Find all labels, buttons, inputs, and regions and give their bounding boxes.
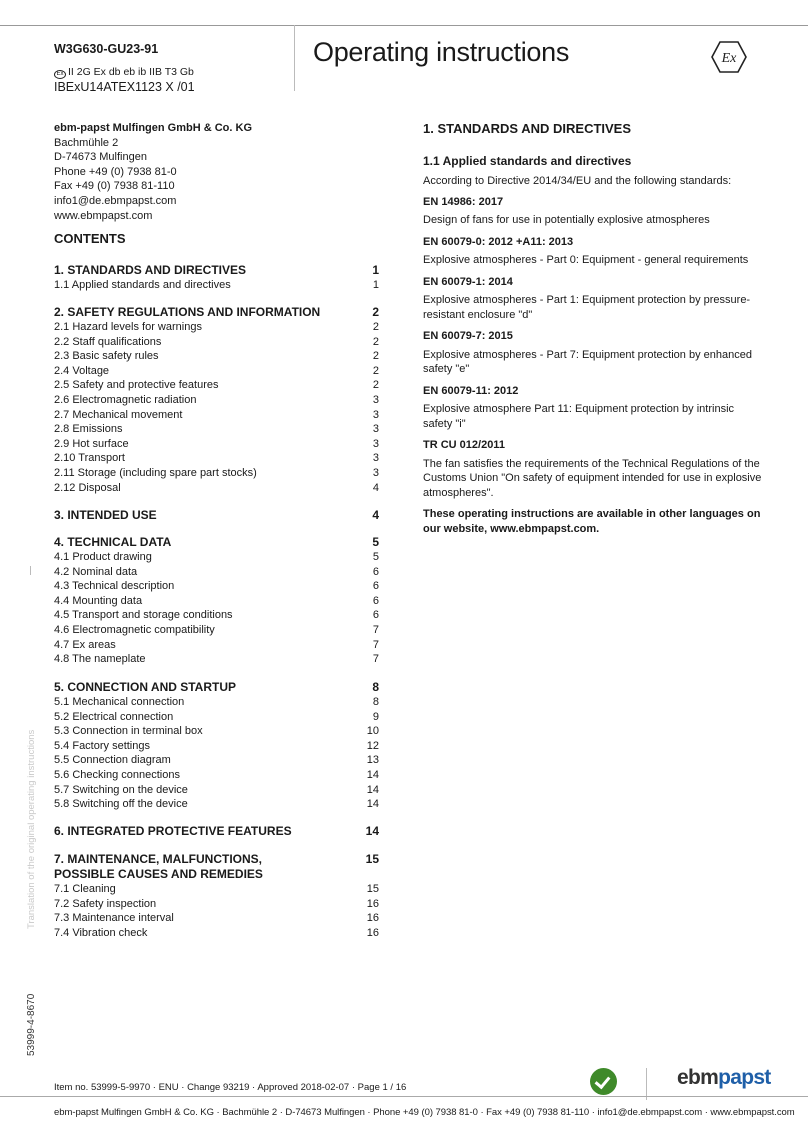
standard-desc: Design of fans for use in potentially explosive atmospheres (423, 214, 710, 226)
toc-item[interactable]: 7.1 Cleaning 15 (54, 883, 379, 895)
ex-logo-text: Ex (721, 51, 737, 66)
ex-hexagon-icon (711, 41, 747, 73)
toc-section[interactable]: 2. SAFETY REGULATIONS AND INFORMATION 2 (54, 305, 379, 319)
toc-group-1 (54, 263, 379, 293)
toc-group-6 (54, 824, 379, 839)
company-city: D-74673 Mulfingen (54, 151, 147, 164)
company-web[interactable]: www.ebmpapst.com (54, 209, 153, 222)
toc-item[interactable]: 2.7 Mechanical movement 3 (54, 408, 379, 421)
toc-item[interactable]: 5.7 Switching on the device 14 (54, 783, 379, 796)
toc-item[interactable]: 5.8 Switching off the device 14 (54, 798, 379, 811)
toc-group-7 (54, 852, 379, 940)
standards-subheading: 1.1 Applied standards and directives (423, 154, 632, 168)
toc-group-5 (54, 680, 379, 812)
toc-group-2 (54, 305, 379, 495)
company-phone: Phone +49 (0) 7938 81-0 (54, 165, 177, 178)
ex-mini-icon: Ex (54, 70, 66, 79)
toc-item[interactable]: 2.3 Basic safety rules 2 (54, 350, 379, 363)
toc-item[interactable]: 7.2 Safety inspection 16 (54, 897, 379, 910)
toc-item[interactable]: 7.3 Maintenance interval 16 (54, 912, 379, 925)
toc-section[interactable]: 5. CONNECTION AND STARTUP 8 (54, 680, 379, 694)
standard-code: EN 60079-11: 2012 (423, 384, 519, 397)
toc-item[interactable]: 2.12 Disposal 4 (54, 481, 379, 494)
toc-item[interactable]: 4.2 Nominal data 6 (54, 565, 379, 578)
ebmpapst-logo: ebmpapst (677, 1066, 771, 1089)
toc-item[interactable]: 1.1 Applied standards and directives 1 (54, 279, 379, 291)
company-name: ebm-papst Mulfingen GmbH & Co. KG (54, 122, 252, 134)
toc-section[interactable]: 4. TECHNICAL DATA 5 (54, 535, 379, 549)
header-divider (294, 25, 295, 91)
company-fax: Fax +49 (0) 7938 81-110 (54, 180, 175, 193)
standards-heading: 1. STANDARDS AND DIRECTIVES (423, 121, 632, 136)
company-street: Bachmühle 2 (54, 136, 119, 149)
certificate-number: IBExU14ATEX1123 X /01 (54, 80, 195, 94)
toc-section[interactable]: 3. INTENDED USE 4 (54, 508, 379, 522)
toc-section[interactable]: 1. STANDARDS AND DIRECTIVES 1 (54, 263, 379, 277)
toc-item[interactable]: 2.4 Voltage 2 (54, 364, 379, 377)
toc-item[interactable]: 2.2 Staff qualifications 2 (54, 335, 379, 348)
model-number: W3G630-GU23-91 (54, 42, 159, 56)
toc-item[interactable]: 4.6 Electromagnetic compatibility 7 (54, 623, 379, 636)
standard-desc: Explosive atmospheres - Part 1: Equipment protection by pressure-resistant enclosure "d" (423, 294, 751, 321)
toc-item[interactable]: 5.4 Factory settings 12 (54, 739, 379, 752)
toc-item[interactable]: 2.5 Safety and protective features 2 (54, 379, 379, 392)
standard-code: EN 60079-0: 2012 +A11: 2013 (423, 235, 574, 248)
footer-address: ebm-papst Mulfingen GmbH & Co. KG · Bachmühle 2 · D-74673 Mulfingen · Phone +49 (0) 7938 81-0 · Fax +49 (0) 7938 81-110 · info1@de.ebmpapst.com · www.ebmpapst.com (54, 1107, 795, 1118)
toc-item[interactable]: 4.3 Technical description 6 (54, 580, 379, 593)
standard-desc: Explosive atmospheres - Part 7: Equipment protection by enhanced safety "e" (423, 348, 752, 375)
header-rule (0, 25, 808, 26)
toc-item[interactable]: 4.7 Ex areas 7 (54, 638, 379, 651)
standard-desc: The fan satisfies the requirements of the Technical Regulations of the Customs Union "On safety of equipment intended for use in explosive atmospheres". (423, 457, 762, 499)
standard-desc: Explosive atmosphere Part 11: Equipment protection by intrinsic safety "i" (423, 403, 735, 430)
toc-group-3 (54, 508, 379, 523)
standard-desc: Explosive atmospheres - Part 0: Equipment - general requirements (423, 254, 749, 266)
toc-item[interactable]: 2.10 Transport 3 (54, 452, 379, 465)
toc-item[interactable]: 2.6 Electromagnetic radiation 3 (54, 393, 379, 406)
standard-code: TR CU 012/2011 (423, 439, 505, 451)
toc-item[interactable]: 5.2 Electrical connection 9 (54, 710, 379, 723)
toc-item[interactable]: 5.5 Connection diagram 13 (54, 754, 379, 767)
document-code: 53999-4-8670 (26, 993, 37, 1056)
standards-column (423, 121, 763, 537)
standard-code: EN 14986: 2017 (423, 195, 504, 208)
footer-rule (0, 1096, 808, 1097)
toc-section[interactable]: 7. MAINTENANCE, MALFUNCTIONS, POSSIBLE CAUSES AND REMEDIES 15 (54, 852, 379, 881)
toc-item[interactable]: 4.5 Transport and storage conditions 6 (54, 609, 379, 622)
margin-mark (30, 566, 31, 575)
toc-item[interactable]: 4.8 The nameplate 7 (54, 653, 379, 666)
item-number-line: Item no. 53999-5-9970 · ENU · Change 93219 · Approved 2018-02-07 · Page 1 / 16 (54, 1082, 407, 1093)
toc-item[interactable]: 5.3 Connection in terminal box 10 (54, 725, 379, 738)
toc-item[interactable]: 2.8 Emissions 3 (54, 423, 379, 436)
toc-item[interactable]: 5.6 Checking connections 14 (54, 768, 379, 781)
toc-item[interactable]: 4.1 Product drawing 5 (54, 551, 379, 563)
toc-item[interactable]: 5.1 Mechanical connection 8 (54, 696, 379, 708)
language-note: These operating instructions are available in other languages on our website, www.ebmpapst.com. (423, 508, 761, 535)
company-email[interactable]: info1@de.ebmpapst.com (54, 194, 177, 207)
toc-item[interactable]: 2.1 Hazard levels for warnings 2 (54, 321, 379, 333)
company-block (54, 121, 252, 223)
standard-code: EN 60079-7: 2015 (423, 330, 513, 342)
contents-title: CONTENTS (54, 231, 126, 246)
ex-marking (54, 66, 194, 79)
toc-item[interactable]: 2.9 Hot surface 3 (54, 437, 379, 450)
toc-section[interactable]: 6. INTEGRATED PROTECTIVE FEATURES 14 (54, 824, 379, 838)
toc-item[interactable]: 7.4 Vibration check 16 (54, 926, 379, 939)
toc-item[interactable]: 2.11 Storage (including spare part stocks) 3 (54, 466, 379, 479)
toc-group-4 (54, 535, 379, 667)
standard-code: EN 60079-1: 2014 (423, 275, 513, 288)
ex-marking-text: II 2G Ex db eb ib IIB T3 Gb (68, 66, 194, 78)
page-title: Operating instructions (313, 37, 570, 67)
translation-note: Translation of the original operating instructions (26, 729, 37, 929)
standards-intro: According to Directive 2014/34/EU and the following standards: (423, 175, 732, 187)
toc-item[interactable]: 4.4 Mounting data 6 (54, 594, 379, 607)
